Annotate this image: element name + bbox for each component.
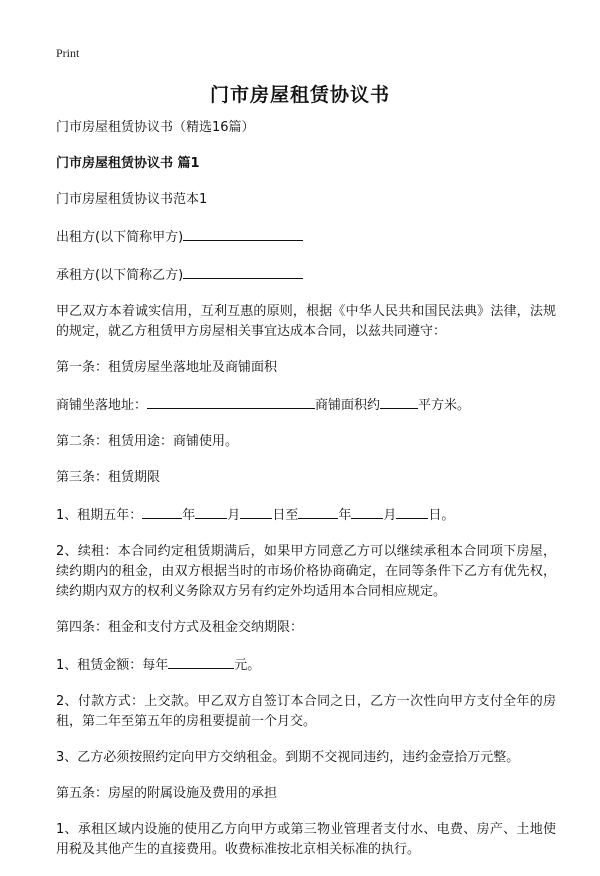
- article-3-title: 第三条：租赁期限: [56, 470, 161, 485]
- address-label: 商铺坐落地址：: [56, 398, 148, 413]
- article-4-late-fee: 3、乙方必须按照约定向甲方交纳租金。到期不交视同违约，违约金壹拾万元整。: [56, 750, 520, 765]
- term-prefix: 1、租期五年：: [56, 508, 143, 523]
- lessor-line: [56, 226, 556, 248]
- day-to-label: 日至: [272, 508, 299, 523]
- document-body: [56, 118, 556, 876]
- intro-paragraph: 甲乙双方本着诚实信用，互利互惠的原则，根据《中华人民共和国民法典》法律，法规的规定，就乙方租赁甲方房屋相关事宜达成本合同，以兹共同遵守：: [56, 304, 556, 339]
- article-4-payment: 2、付款方式：上交款。甲乙双方自签订本合同之日，乙方一次性向甲方支付全年的房租，第二年至第五年的房租要提前一个月交。: [56, 694, 556, 729]
- amount-suffix: 元。: [234, 658, 261, 673]
- start-month-blank: [195, 504, 227, 519]
- amount-blank: [168, 654, 234, 669]
- lessee-label: 承租方(以下简称乙方): [56, 268, 184, 283]
- document-subtitle: 门市房屋租赁协议书（精选16篇）: [56, 120, 255, 135]
- document-title: 门市房屋租赁协议书: [209, 84, 390, 106]
- end-year-blank: [298, 504, 338, 519]
- end-month-label: 月: [383, 508, 397, 523]
- sample-title: 门市房屋租赁协议书范本1: [56, 192, 208, 207]
- day-end-label: 日。: [428, 508, 455, 523]
- start-month-label: 月: [227, 508, 241, 523]
- end-day-blank: [396, 504, 428, 519]
- start-year-label: 年: [182, 508, 196, 523]
- article-3-renewal: 2、续租：本合同约定租赁期满后，如果甲方同意乙方可以继续承租本合同项下房屋，续约期内的租金，由双方根据当时的市场价格协商确定，在同等条件下乙方有优先权，续约期内双方的权利义务除双方另有约定外均适用本合同相应规定。: [56, 544, 556, 599]
- article-5-title: 第五条：房屋的附属设施及费用的承担: [56, 786, 278, 801]
- article-4-title: 第四条：租金和支付方式及租金交纳期限：: [56, 620, 304, 635]
- article-2: 第二条：租赁用途：商铺使用。: [56, 434, 239, 449]
- lessee-line: [56, 264, 556, 286]
- area-label: 商铺面积约: [315, 398, 381, 413]
- article-1-address-line: [56, 394, 556, 416]
- article-4-amount-line: [56, 654, 556, 676]
- article-1-title: 第一条：租赁房屋坐落地址及商铺面积: [56, 360, 278, 375]
- start-year-blank: [142, 504, 182, 519]
- amount-prefix: 1、租赁金额：每年: [56, 658, 169, 673]
- end-month-blank: [351, 504, 383, 519]
- area-unit: 平方米。: [418, 398, 471, 413]
- print-label[interactable]: Print: [56, 46, 80, 60]
- address-blank: [147, 394, 315, 409]
- start-day-blank: [240, 504, 272, 519]
- article-3-term-line: [56, 504, 556, 526]
- area-blank: [380, 394, 418, 409]
- end-year-label: 年: [338, 508, 352, 523]
- section-heading: 门市房屋租赁协议书 篇1: [56, 156, 200, 171]
- lessor-label: 出租方(以下简称甲方): [56, 230, 184, 245]
- lessor-blank: [183, 226, 303, 241]
- article-5-item-1: 1、承租区域内设施的使用乙方向甲方或第三物业管理者支付水、电费、房产、土地使用税及其他产生的直接费用。收费标准按北京相关标准的执行。: [56, 822, 556, 857]
- lessee-blank: [183, 264, 303, 279]
